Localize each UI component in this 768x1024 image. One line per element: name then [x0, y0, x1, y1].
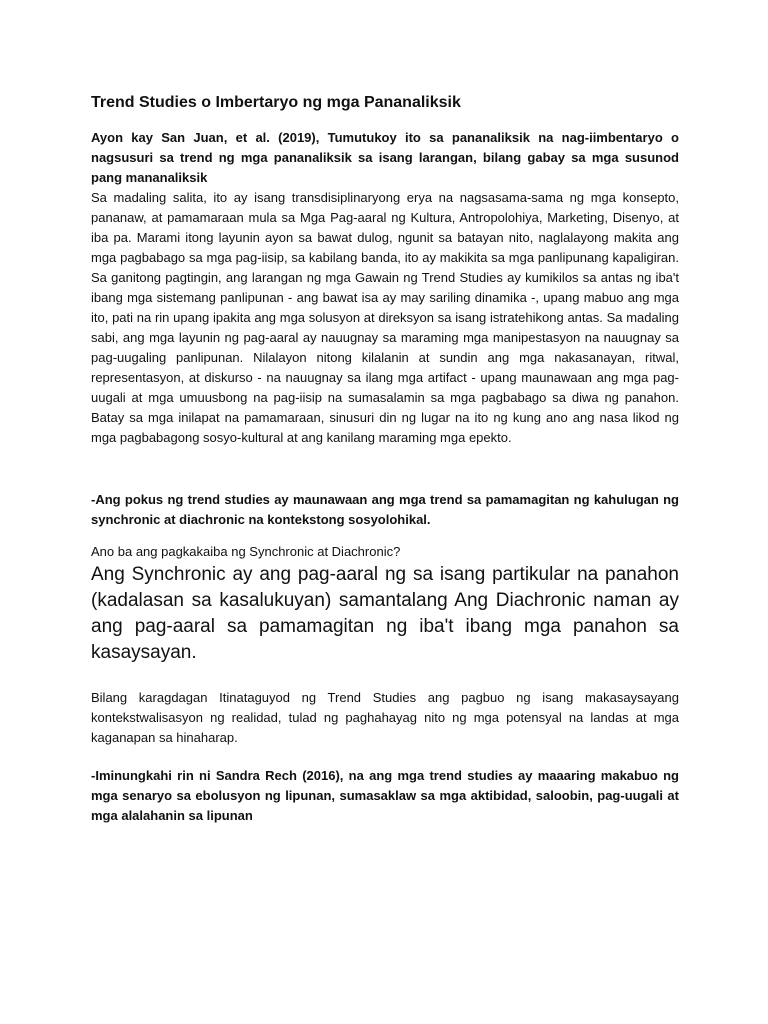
document-page — [91, 92, 679, 826]
answer-paragraph: Ang Synchronic ay ang pag-aaral ng sa isang partikular na panahon (kadalasan sa kasalukuyan) samantalang Ang Diachronic naman ay ang pag-aaral sa pamamagitan ng iba't ibang mga panahon sa kasaysayan. — [91, 564, 679, 663]
page-title: Trend Studies o Imbertaryo ng mga Pananaliksik — [91, 94, 461, 111]
body-paragraph-2: Bilang karagdagan Itinataguyod ng Trend Studies ang pagbuo ng isang makasaysayang kontekstwalisasyon ng realidad, tulad ng paghahayag nito ng mga potensyal na landas at mga kaganapan sa hinaharap. — [91, 690, 679, 745]
closing-statement: -Iminungkahi rin ni Sandra Rech (2016), na ang mga trend studies ay maaaring makabuo ng mga senaryo sa ebolusyon ng lipunan, sumasaklaw sa mga aktibidad, saloobin, pag-uugali at mga alalahanin sa lipunan — [91, 768, 679, 823]
question-line: Ano ba ang pagkakaiba ng Synchronic at Diachronic? — [91, 544, 401, 559]
intro-definition: Ayon kay San Juan, et al. (2019), Tumutukoy ito sa pananaliksik na nag-iimbentaryo o nagsusuri sa trend ng mga pananaliksik sa isang larangan, bilang gabay sa mga susunod pang mananaliksik — [91, 130, 679, 185]
focus-statement: -Ang pokus ng trend studies ay maunawaan ang mga trend sa pamamagitan ng kahulugan ng synchronic at diachronic na kontekstong sosyolohikal. — [91, 492, 679, 527]
body-paragraph-1: Sa madaling salita, ito ay isang transdisiplinaryong erya na nagsasama-sama ng mga konsepto, pananaw, at pamamaraan mula sa Mga Pag-aaral ng Kultura, Antropolohiya, Marketing, Disenyo, at iba pa. Marami itong layunin ayon sa bawat dulog, ngunit sa batayan nito, naglalayong makita ang mga pagbabago sa mga pag-iisip, sa kabilang banda, ito ay makikita sa mga panlipunang kapaligiran. Sa ganitong pagtingin, ang larangan ng mga Gawain ng Trend Studies ay kumikilos sa antas ng iba't ibang mga sistemang panlipunan - ang bawat isa ay may sariling dinamika -, upang mabuo ang mga ito, pati na rin upang ipakita ang mga solusyon at direksyon sa isang istratehikong antas. Sa madaling sabi, ang mga layunin ng pag-aaral ay nauugnay sa maraming mga manipestasyon na nauugnay sa pag-uugaling panlipunan. Nilalayon nitong kilalanin at sundin ang mga nakasanayan, ritwal, representasyon, at diskurso - na nauugnay sa ilang mga artifact - upang maunawaan ang mga pag-uugali at mga umuusbong na pag-iisip na sumasalamin sa mga pagbabago sa diwa ng panahon. Batay sa mga inilapat na pamamaraan, sinusuri din ng lugar na ito ng kung ano ang nasa likod ng mga pagbabagong sosyo-kultural at ang kanilang maraming mga epekto. — [91, 190, 679, 445]
